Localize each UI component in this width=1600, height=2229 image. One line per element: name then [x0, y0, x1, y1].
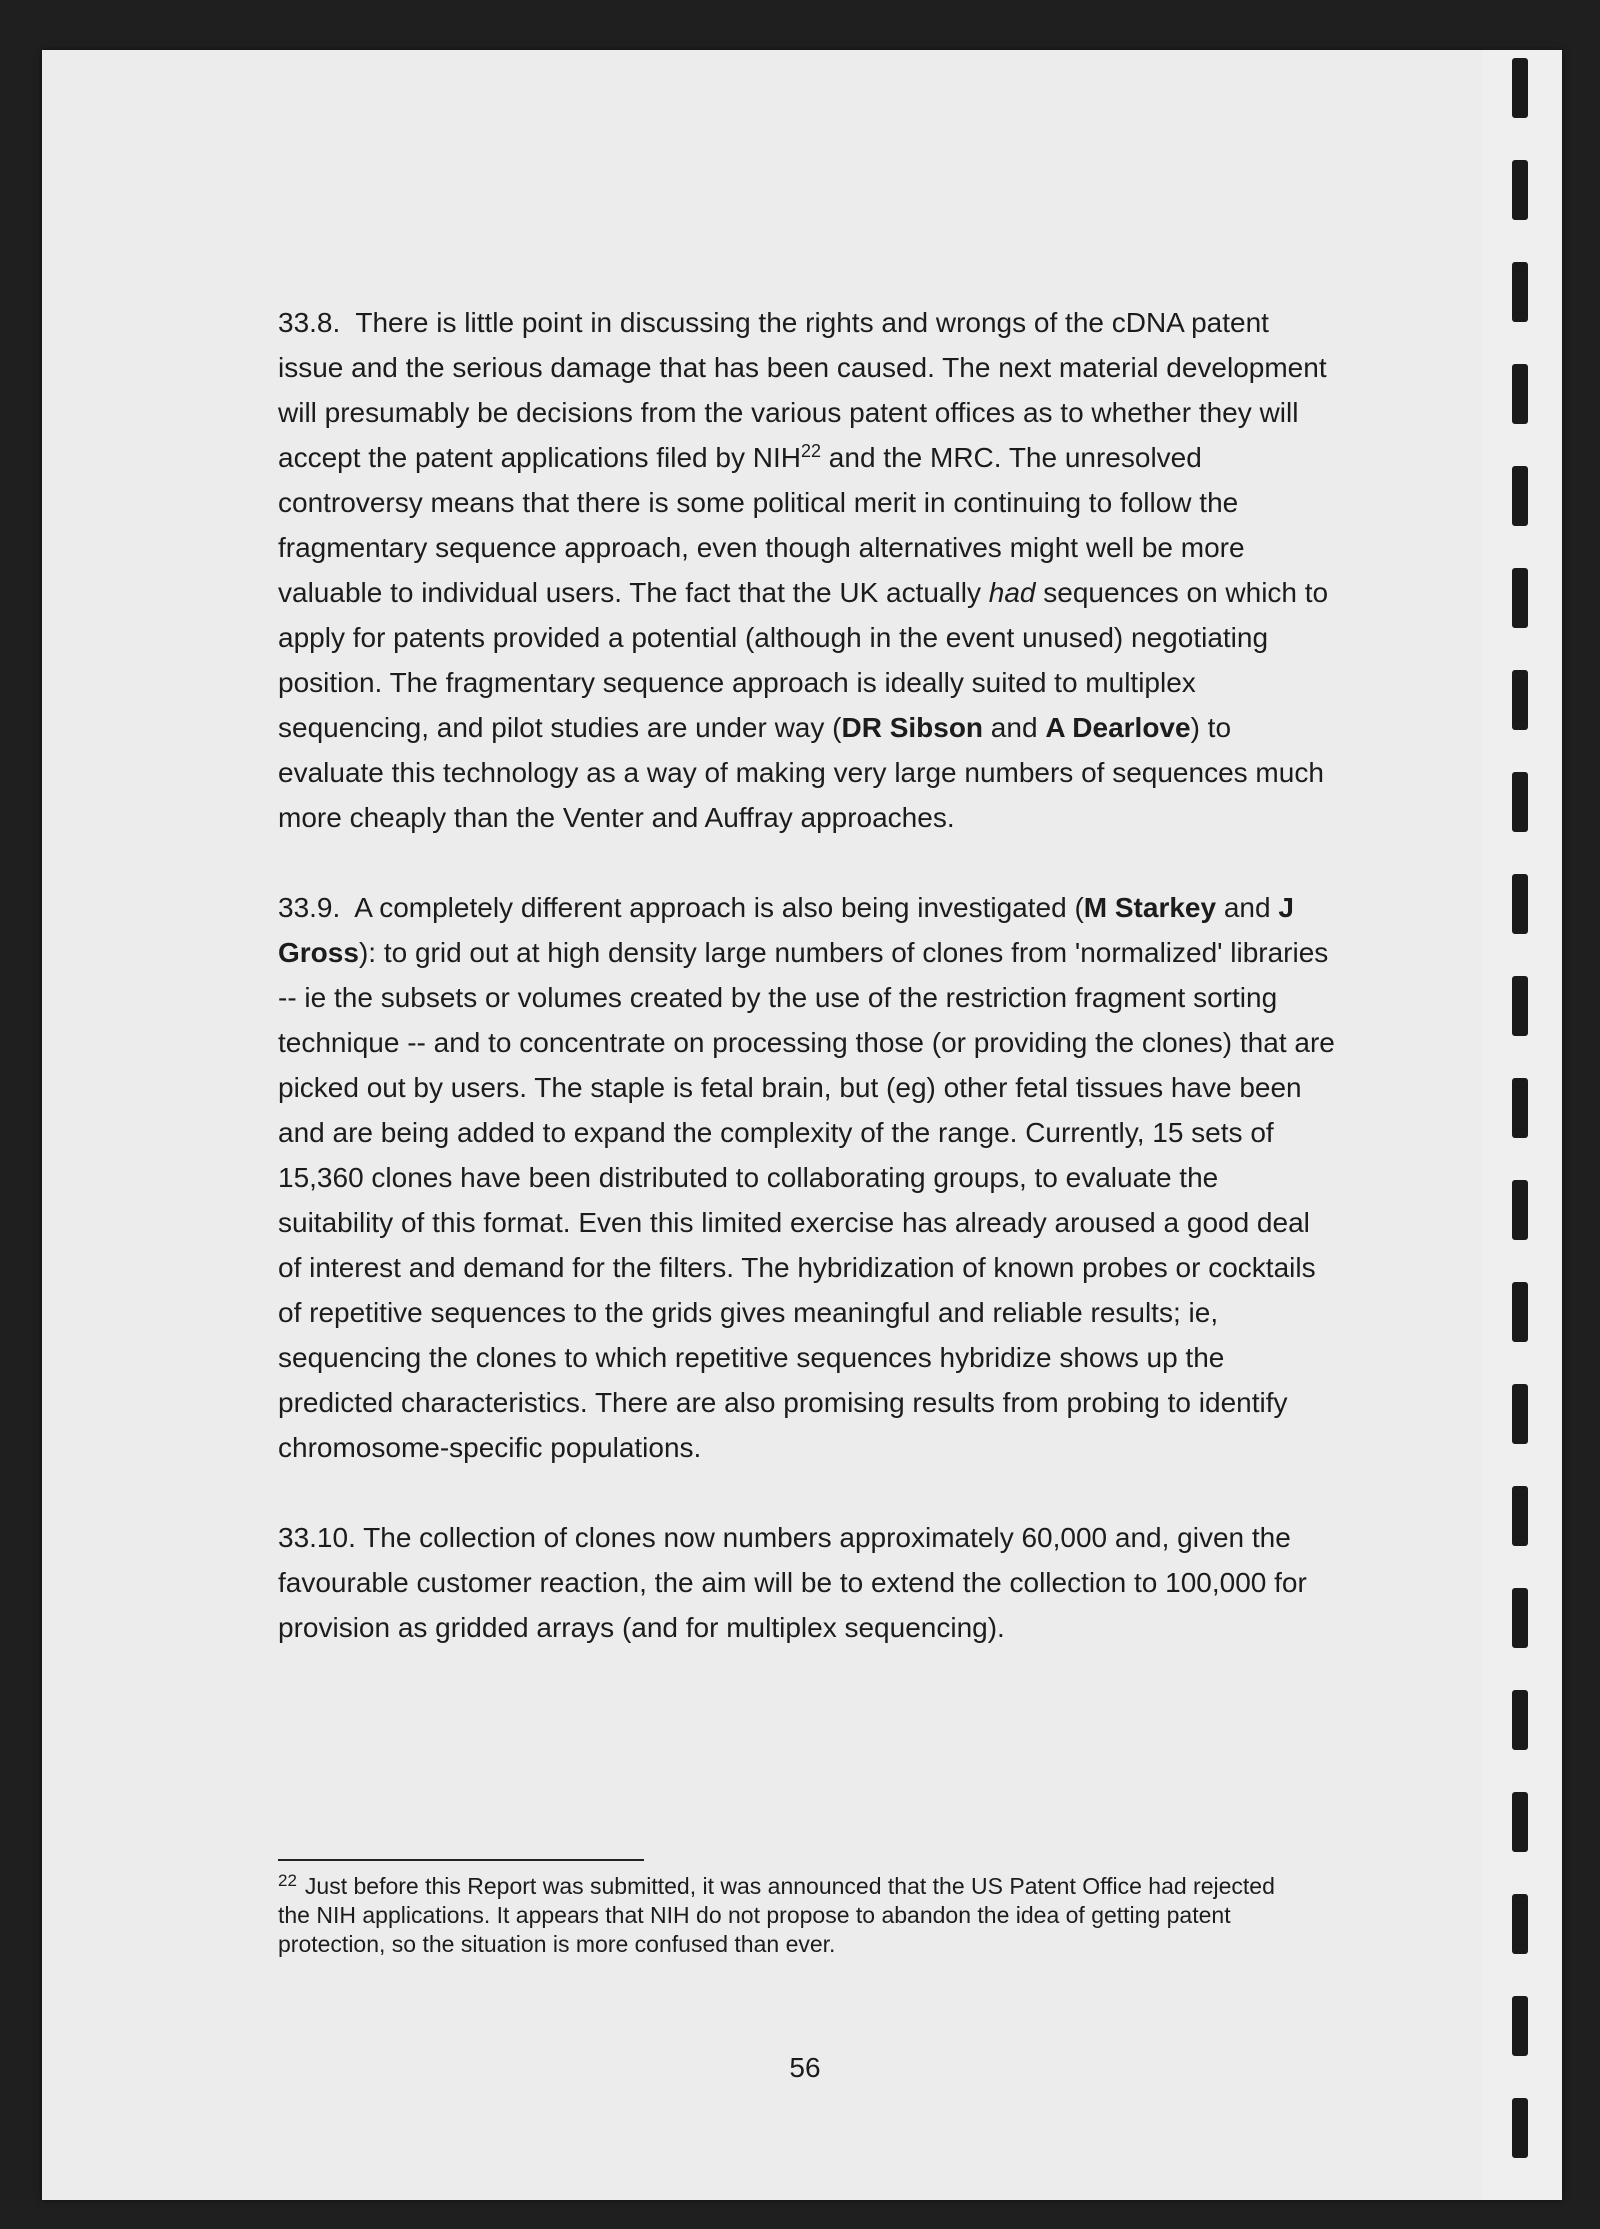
binder-hole: [1512, 1996, 1528, 2056]
paragraph-text: The collection of clones now numbers approximately 60,000 and, given the favourable customer reaction, the aim will be to extend the collection to 100,000 for provision as gridded arrays (and for multiplex sequencing).: [278, 1522, 1307, 1643]
page-number: 56: [789, 2052, 821, 2083]
binder-hole: [1512, 1384, 1528, 1444]
paragraph-text: ): to grid out at high density large numbers of clones from 'normalized' libraries -- ie the subsets or volumes created by the use of the restriction fragment sorting technique -- and to concentrate on processing those (or providing the clones) that are picked out by users. The staple is fetal brain, but (eg) other fetal tissues have been and are being added to expand the complexity of the range. Currently, 15 sets of 15,360 clones have been distributed to collaborating groups, to evaluate the suitability of this format. Even this limited exercise has already aroused a good deal of interest and demand for the filters. The hybridization of known probes or cocktails of repetitive sequences to the grids gives meaningful and reliable results; ie, sequencing the clones to which repetitive sequences hybridize shows up the predicted characteristics. There are also promising results from probing to identify chromosome-specific populations.: [278, 937, 1335, 1463]
paragraph-text: and: [1216, 892, 1279, 923]
person-name: DR Sibson: [841, 712, 984, 743]
person-name: J Gross: [278, 892, 1294, 968]
person-name: A Dearlove: [1045, 712, 1191, 743]
paragraph-number: 33.9.: [278, 892, 341, 923]
binder-hole: [1512, 2098, 1528, 2158]
paragraph-text: ) to evaluate this technology as a way of making very large numbers of sequences much more cheaply than the Venter and Auffray approaches.: [278, 712, 1324, 833]
binder-hole: [1512, 1282, 1528, 1342]
binder-hole: [1512, 874, 1528, 934]
binder-hole: [1512, 1792, 1528, 1852]
footnote: [278, 1872, 1298, 1959]
binder-hole: [1512, 568, 1528, 628]
footnote-marker: 22: [278, 1871, 297, 1890]
person-name: M Starkey: [1083, 892, 1217, 923]
binder-hole: [1512, 1180, 1528, 1240]
binder-hole: [1512, 1588, 1528, 1648]
binder-hole: [1512, 466, 1528, 526]
paragraph-text: A completely different approach is also being investigated (: [354, 892, 1084, 923]
binder-hole: [1512, 1486, 1528, 1546]
paragraph-text: sequences on which to apply for patents provided a potential (although in the event unused) negotiating position. The fragmentary sequence approach is ideally suited to multiplex sequencing, and pilot studies are under way (: [278, 577, 1329, 743]
paragraph-number: 33.10.: [278, 1522, 356, 1553]
footnote-reference: 22: [800, 441, 822, 461]
paragraph-text: and: [983, 712, 1046, 743]
paragraph-text: and the MRC. The unresolved controversy means that there is some political merit in continuing to follow the fragmentary sequence approach, even though alternatives might well be more valuable to individual users. The fact that the UK actually: [278, 442, 1245, 608]
paragraph-33-8: [278, 300, 1338, 840]
binder-hole: [1512, 1078, 1528, 1138]
binder-hole: [1512, 58, 1528, 118]
body-text: [278, 300, 1338, 1695]
binder-hole: [1512, 262, 1528, 322]
paragraph-text: There is little point in discussing the rights and wrongs of the cDNA patent issue and the serious damage that has been caused. The next material development will presumably be decisions from the various patent offices as to whether they will accept the patent applications filed by NIH: [278, 307, 1327, 473]
footnote-text: Just before this Report was submitted, it was announced that the US Patent Office had rejected the NIH applications. It appears that NIH do not propose to abandon the idea of getting patent protection, so the situation is more confused than ever.: [278, 1873, 1275, 1957]
binder-hole: [1512, 364, 1528, 424]
emphasis-text: had: [988, 577, 1036, 608]
binder-hole: [1512, 670, 1528, 730]
paragraph-33-10: [278, 1515, 1338, 1650]
binder-hole: [1512, 1894, 1528, 1954]
paragraph-number: 33.8.: [278, 307, 341, 338]
paragraph-33-9: [278, 885, 1338, 1470]
binder-hole: [1512, 1690, 1528, 1750]
binder-hole: [1512, 160, 1528, 220]
footnote-rule: [278, 1859, 644, 1861]
binder-hole: [1512, 772, 1528, 832]
binder-hole: [1512, 976, 1528, 1036]
